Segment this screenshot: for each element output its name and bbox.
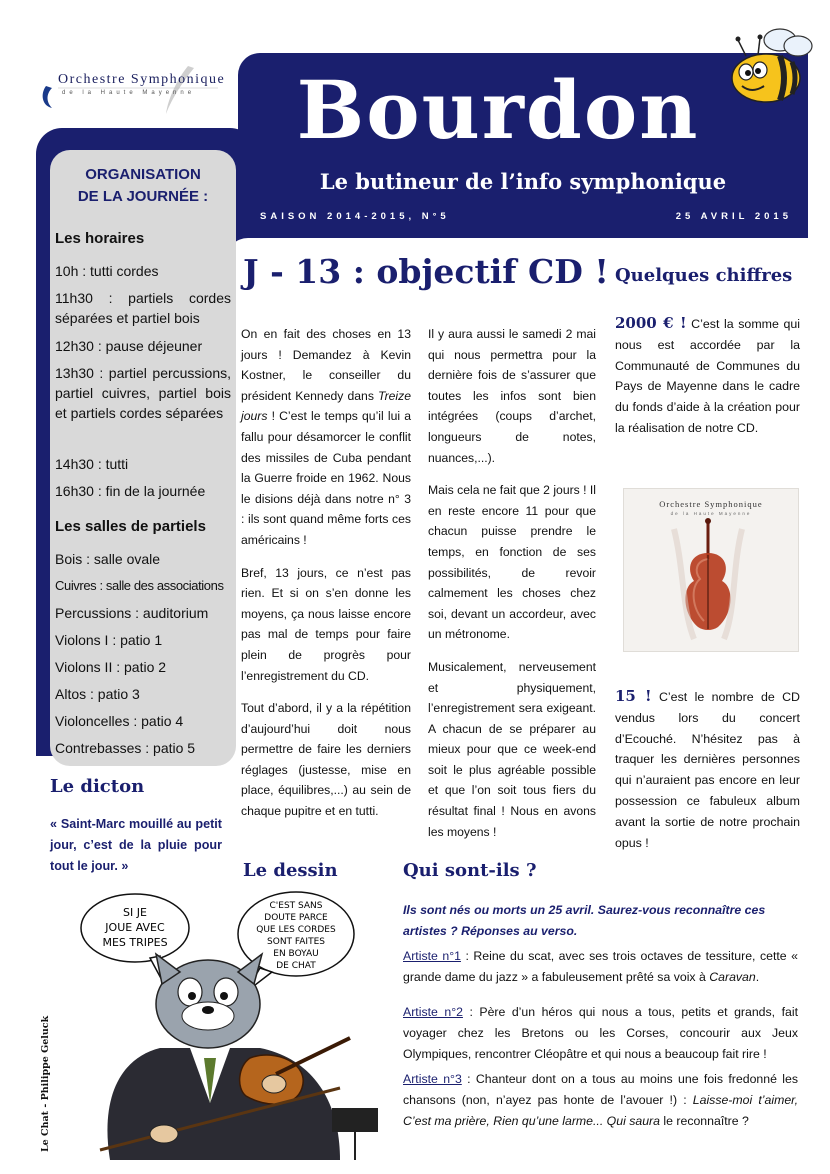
bubble-1-line: MES TRIPES [102,936,168,949]
salles-heading: Les salles de partiels [55,518,206,535]
chiffre-number: 2000 € ! [615,314,687,332]
cartoon-credit: Le Chat - Philippe Geluck [40,1015,51,1152]
room-item: Violons I : patio 1 [55,632,163,648]
article-paragraph: Il y aura aussi le samedi 2 mai qui nous permettra pour la dernière fois de s’assurer que toutes les infos sont bien intégrées (coups d’archet, longueurs de notes, nuances,...). [428,327,596,465]
room-item: Percussions : auditorium [55,605,209,621]
article-column-1 [241,324,411,834]
schedule-item: 11h30 : partiels cordes séparées et partiel bois [55,290,231,326]
article-paragraph: Mais cela ne fait que 2 jours ! Il en reste encore 11 pour que chacun puisse prendre le temps, en fonction de ses possibilités, de revoir calmement les choses chez soi, devant un accordeur, avec un métronome. [428,483,597,642]
bubble-1-line: SI JE [123,906,147,919]
room-item: Violons II : patio 2 [55,659,167,675]
violin-icon [624,489,798,651]
bubble-2-line: QUE LES CORDES [256,925,336,935]
cd-cover-image [623,488,799,652]
room-item: Altos : patio 3 [55,686,140,702]
chiffre-15: 15 ! C’est le nombre de CD vendus lors du concert d’Ecouché. N’hésitez pas à traquer les dernières personnes qui n’auraient pas encore en leur possession ce fabuleux album avant la sortie de notre prochain opus ! [615,687,800,850]
dessin-heading: Le dessin [243,860,338,881]
quiz-intro: Ils sont nés ou morts un 25 avril. Saurez-vous reconnaître ces artistes ? Réponses au verso. [403,903,766,938]
quiz-artist-2: Artiste n°2 : Père d’un héros qui nous a tous, petits et grands, fait voyager chez les Bretons ou les Corses, concourir aux Jeux Olympiques, rencontrer Cléopâtre et qui nous a beaucoup fait rire ! [403,1005,798,1061]
bubble-1-line: JOUE AVEC [105,921,165,934]
cd-cover-subtitle: de la Haute Mayenne [670,511,752,516]
orchestra-logo [38,58,238,120]
bubble-2-line: DOUTE PARCE [264,913,328,923]
quiz-heading: Qui sont-ils ? [403,860,537,881]
day-organisation-box [50,150,236,766]
issue-number: SAISON 2014-2015, N°5 [260,211,450,222]
schedule-item: 10h : tutti cordes [55,263,159,279]
logo-name: Orchestre Symphonique [58,72,226,87]
chiffre-2000: 2000 € ! C’est la somme qui nous est accordée par la Communauté de Communes du Pays de Mayenne dans le cadre du fonds d’aide à la création pour la réalisation de notre CD. [615,314,800,435]
quiz-artist-1: Artiste n°1 : Reine du scat, avec ses trois octaves de tessiture, cette « grande dame du jazz » a fabuleusement prêté sa voix à Caravan. [403,949,798,984]
schedule-item: 14h30 : tutti [55,456,129,472]
room-item: Contrebasses : patio 5 [55,740,196,756]
sidebar-title: ORGANISATION DE LA JOURNÉE : [77,166,209,205]
article-paragraph: Bref, 13 jours, ce n’est pas rien. Et si on s’en donne les moyens, ça nous laisse encore pas mal de temps pour faire plein de progrès pour l’enregistrement du CD. [241,565,411,683]
room-item: Cuivres : salle des associations [55,578,224,593]
masthead-subtitle: Le butineur de l’info symphonique [319,169,727,194]
dicton-heading: Le dicton [50,776,145,797]
article-column-2 [428,324,596,854]
article-title: J - 13 : objectif CD ! [243,252,609,291]
bubble-2-line: C'EST SANS [269,901,323,911]
schedule-item: 16h30 : fin de la journée [55,483,206,499]
bubble-2-line: SONT FAITES [267,937,325,947]
issue-date: 25 AVRIL 2015 [675,211,792,222]
article-paragraph: On en fait des choses en 13 jours ! Demandez à Kevin Kostner, le conseiller du président Kennedy dans Treize jours ! C’est le temps qu’il lui a fallu pour désamorcer le conflit des missiles de Cuba pendant la Guerre froide en 1962. Nous le disions déjà dans notre n° 3 : ils sont quand même forts ces américains ! [241,327,411,547]
quiz-artist-3: Artiste n°3 : Chanteur dont on a tous au moins une fois fredonné les chansons (non, n’ayez pas honte de l’avouer !) : Laisse-moi t’aimer, C’est ma prière, Rien qu’une larme... Qui saura le reconnaître ? [403,1072,798,1128]
masthead-title: Bourdon [296,63,700,157]
article-paragraph: Tout d’abord, il y a la répétition d’aujourd’hui doit nous permettre de faire les derniers réglages (justesse, mise en place, équilibres,...) au sein de chaque pupitre et en tutti. [241,701,411,819]
dicton-text: « Saint-Marc mouillé au petit jour, c’est de la pluie pour tout le jour. » [50,817,222,873]
horaires-heading: Les horaires [55,230,145,247]
schedule-item: 13h30 : partiel percussions, partiel cuivres, partiel bois et partiels cordes séparées [55,365,231,421]
room-item: Bois : salle ovale [55,551,161,567]
bubble-2-line: EN BOYAU [273,949,319,959]
article-paragraph: Musicalement, nerveusement et physiquement, l’enregistrement sera exigeant. A chacun de se préparer au mieux pour que ce week-end soit le plus agréable possible et que l’on soit tous fiers du résultat final ! Nous en avons les moyens ! [428,659,596,839]
cartoon-cat-violin-image [40,888,400,1160]
bee-icon [722,26,814,106]
chiffre-number: 15 ! [615,687,652,705]
logo-swirl-icon [38,58,238,120]
cd-cover-title: Orchestre Symphonique [659,499,763,509]
room-item: Violoncelles : patio 4 [55,713,184,729]
schedule-item: 12h30 : pause déjeuner [55,338,203,354]
chiffres-heading: Quelques chiffres [615,265,793,286]
logo-subtitle: de la Haute Mayenne [62,90,196,96]
bubble-2-line: DE CHAT [276,961,316,971]
